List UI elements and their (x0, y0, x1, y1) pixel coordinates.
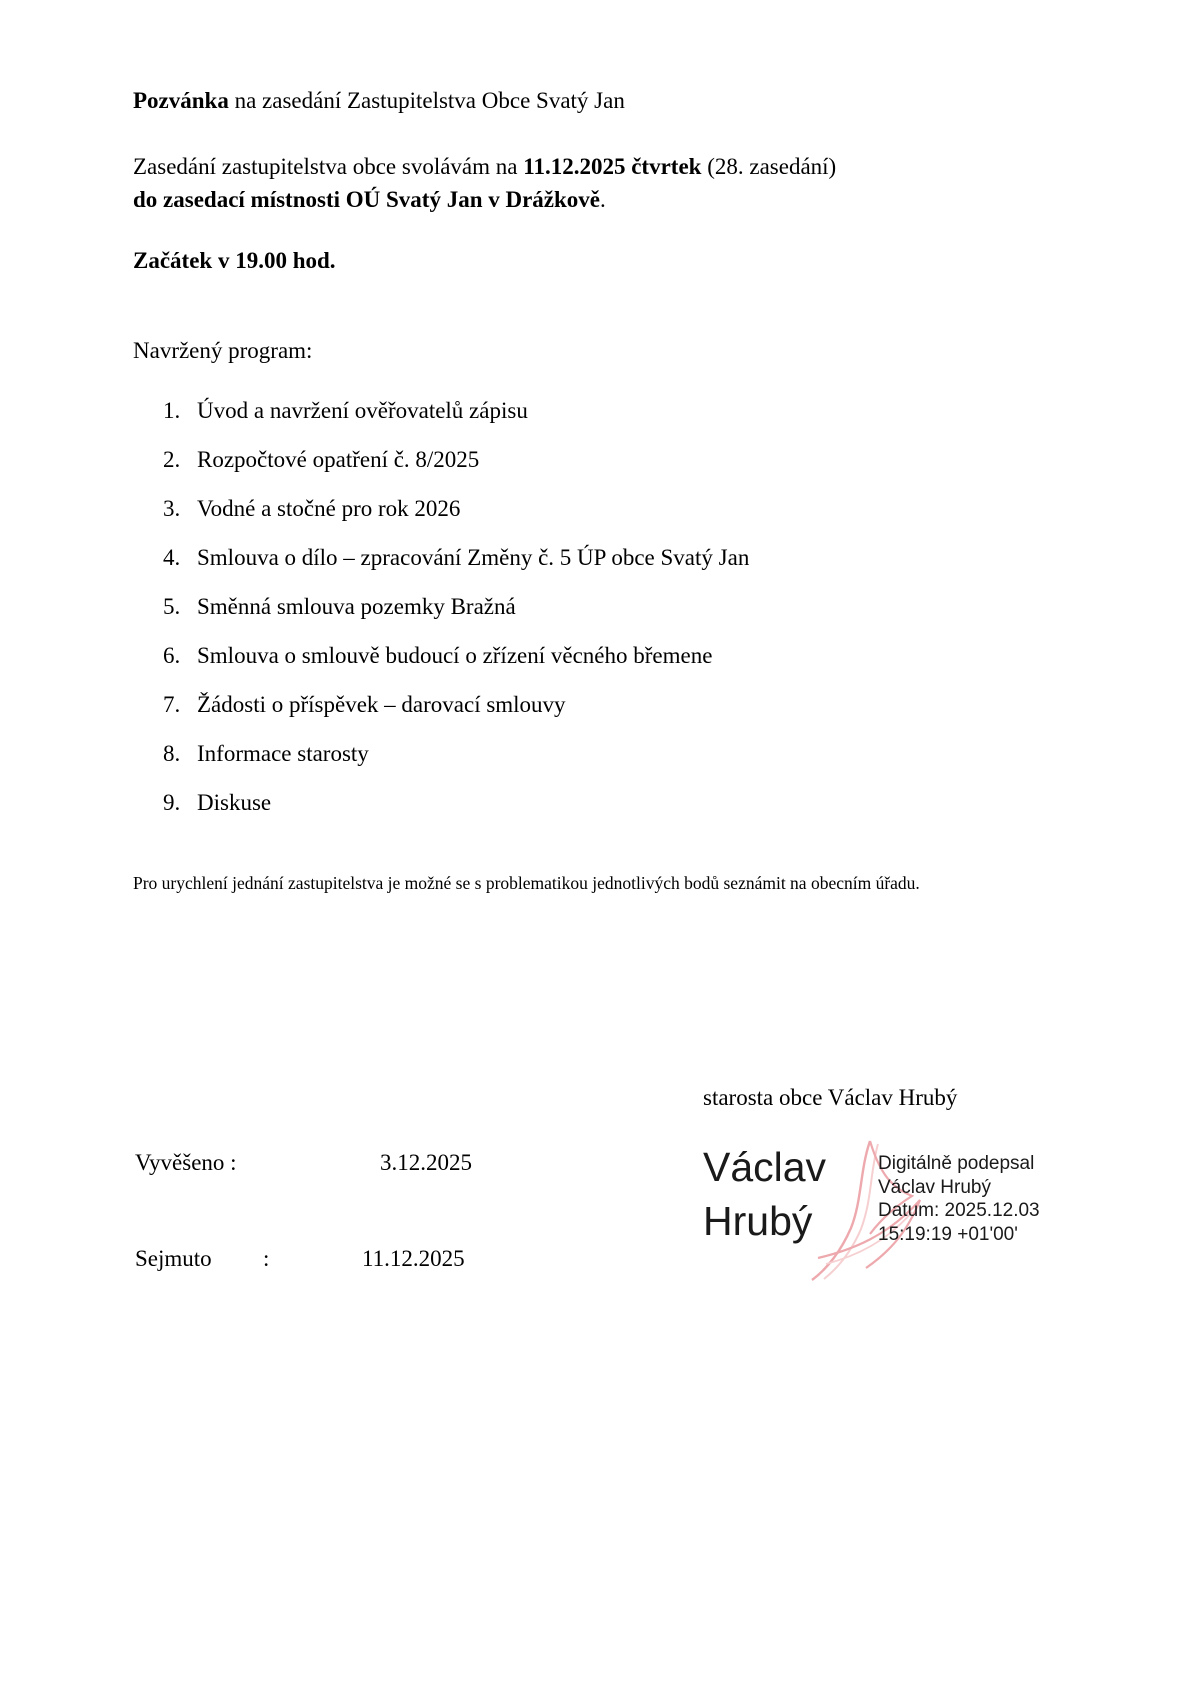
program-item (163, 741, 749, 790)
program-item-number: 6. (163, 643, 181, 668)
program-item-text: Žádosti o příspěvek – darovací smlouvy (197, 692, 566, 717)
program-item-number: 7. (163, 692, 181, 717)
digital-signature-detail-line2: Václav Hrubý (878, 1176, 991, 1198)
intro-pre: Zasedání zastupitelstva obce svolávám na (133, 154, 524, 179)
posted-label: Vyvěšeno : (135, 1150, 237, 1175)
intro-post: (28. zasedání) (701, 154, 837, 179)
invitation-title-bold: Pozvánka (133, 88, 229, 113)
program-item-number: 3. (163, 496, 181, 521)
posted-date: 3.12.2025 (380, 1150, 472, 1175)
removed-date: 11.12.2025 (362, 1246, 465, 1271)
program-item-text: Směnná smlouva pozemky Bražná (197, 594, 516, 619)
digital-signature-detail-line4: 15:19:19 +01'00' (878, 1223, 1018, 1245)
invitation-title (133, 88, 625, 114)
program-item-number: 4. (163, 545, 181, 570)
program-item-number: 5. (163, 594, 181, 619)
program-item-number: 8. (163, 741, 181, 766)
program-item-number: 9. (163, 790, 181, 815)
removed-colon: : (263, 1246, 270, 1271)
program-heading: Navržený program: (133, 338, 313, 363)
program-list (163, 398, 749, 839)
program-item-text: Rozpočtové opatření č. 8/2025 (197, 447, 480, 472)
digital-signature-detail-line3: Datum: 2025.12.03 (878, 1200, 1040, 1221)
intro-paragraph (133, 150, 836, 216)
digital-signature-name-line2: Hrubý (703, 1198, 813, 1244)
program-item-text: Smlouva o dílo – zpracování Změny č. 5 ÚP obce Svatý Jan (197, 545, 750, 570)
program-item-number: 2. (163, 447, 181, 472)
program-item-text: Informace starosty (197, 741, 369, 766)
start-time-line: Začátek v 19.00 hod. (133, 248, 336, 273)
digital-signature-detail-line1: Digitálně podepsal (878, 1153, 1035, 1174)
program-item (163, 594, 749, 643)
intro-place-bold: do zasedací místnosti OÚ Svatý Jan v Drážkově (133, 187, 601, 212)
program-item (163, 790, 749, 839)
program-item-text: Smlouva o smlouvě budoucí o zřízení věcného břemene (197, 643, 713, 668)
digital-signature-details (878, 1152, 1040, 1246)
program-item-text: Diskuse (197, 790, 272, 815)
intro-tail: . (600, 187, 606, 212)
note-paragraph: Pro urychlení jednání zastupitelstva je možné se s problematikou jednotlivých bodů seznámit na obecním úřadu. (133, 873, 920, 893)
program-item-text: Vodné a stočné pro rok 2026 (197, 496, 461, 521)
program-item-text: Úvod a navržení ověřovatelů zápisu (197, 398, 528, 423)
removed-label: Sejmuto (135, 1246, 212, 1271)
invitation-title-rest: na zasedání Zastupitelstva Obce Svatý Jan (228, 88, 625, 113)
program-item (163, 692, 749, 741)
program-item (163, 447, 749, 496)
program-item (163, 643, 749, 692)
digital-signature-name-line1: Václav (703, 1144, 827, 1190)
digital-signature-name (703, 1140, 826, 1248)
program-item (163, 398, 749, 447)
program-item (163, 496, 749, 545)
program-item (163, 545, 749, 594)
intro-date-bold: 11.12.2025 čtvrtek (523, 154, 702, 179)
mayor-signature-line: starosta obce Václav Hrubý (703, 1085, 958, 1110)
program-item-number: 1. (163, 398, 181, 423)
